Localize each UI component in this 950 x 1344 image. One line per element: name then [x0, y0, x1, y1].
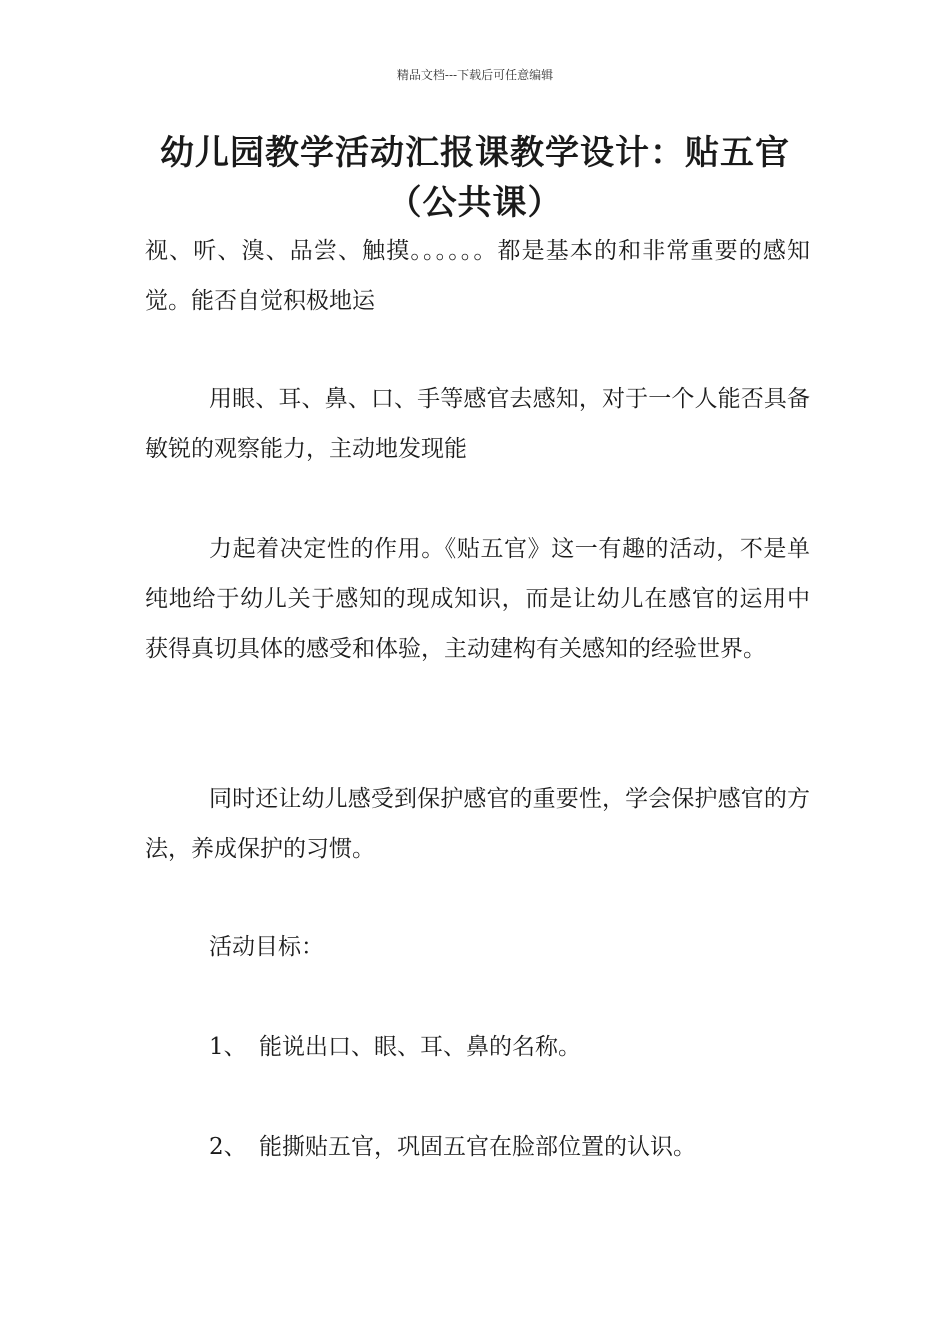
- goal-item-1: [209, 1022, 581, 1072]
- paragraph-3: 力起着决定性的作用。《贴五官》这一有趣的活动，不是单纯地给于幼儿关于感知的现成知识，而是让幼儿在感官的运用中获得真切具体的感受和体验，主动建构有关感知的经验世界。: [145, 536, 810, 662]
- goal-item-2: [209, 1122, 696, 1172]
- goal-text: 能撕贴五官，巩固五官在脸部位置的认识。: [259, 1134, 696, 1160]
- goal-text: 能说出口、眼、耳、鼻的名称。: [259, 1034, 581, 1060]
- paragraph-4: 同时还让幼儿感受到保护感官的重要性，学会保护感官的方法，养成保护的习惯。: [145, 786, 810, 862]
- goal-number: 2、: [209, 1134, 247, 1160]
- goal-number: 1、: [209, 1034, 247, 1060]
- paragraph-1: 视、听、溴、品尝、触摸。。。。。。都是基本的和非常重要的感知觉。能否自觉积极地运: [145, 238, 810, 314]
- paragraph-2: 用眼、耳、鼻、口、手等感官去感知，对于一个人能否具备敏锐的观察能力，主动地发现能: [145, 386, 810, 462]
- header-note: 精品文档---下载后可任意编辑: [396, 68, 554, 82]
- section-heading-goals: 活动目标：: [209, 934, 324, 960]
- document-title: 幼儿园教学活动汇报课教学设计：贴五官（公共课）: [160, 133, 790, 223]
